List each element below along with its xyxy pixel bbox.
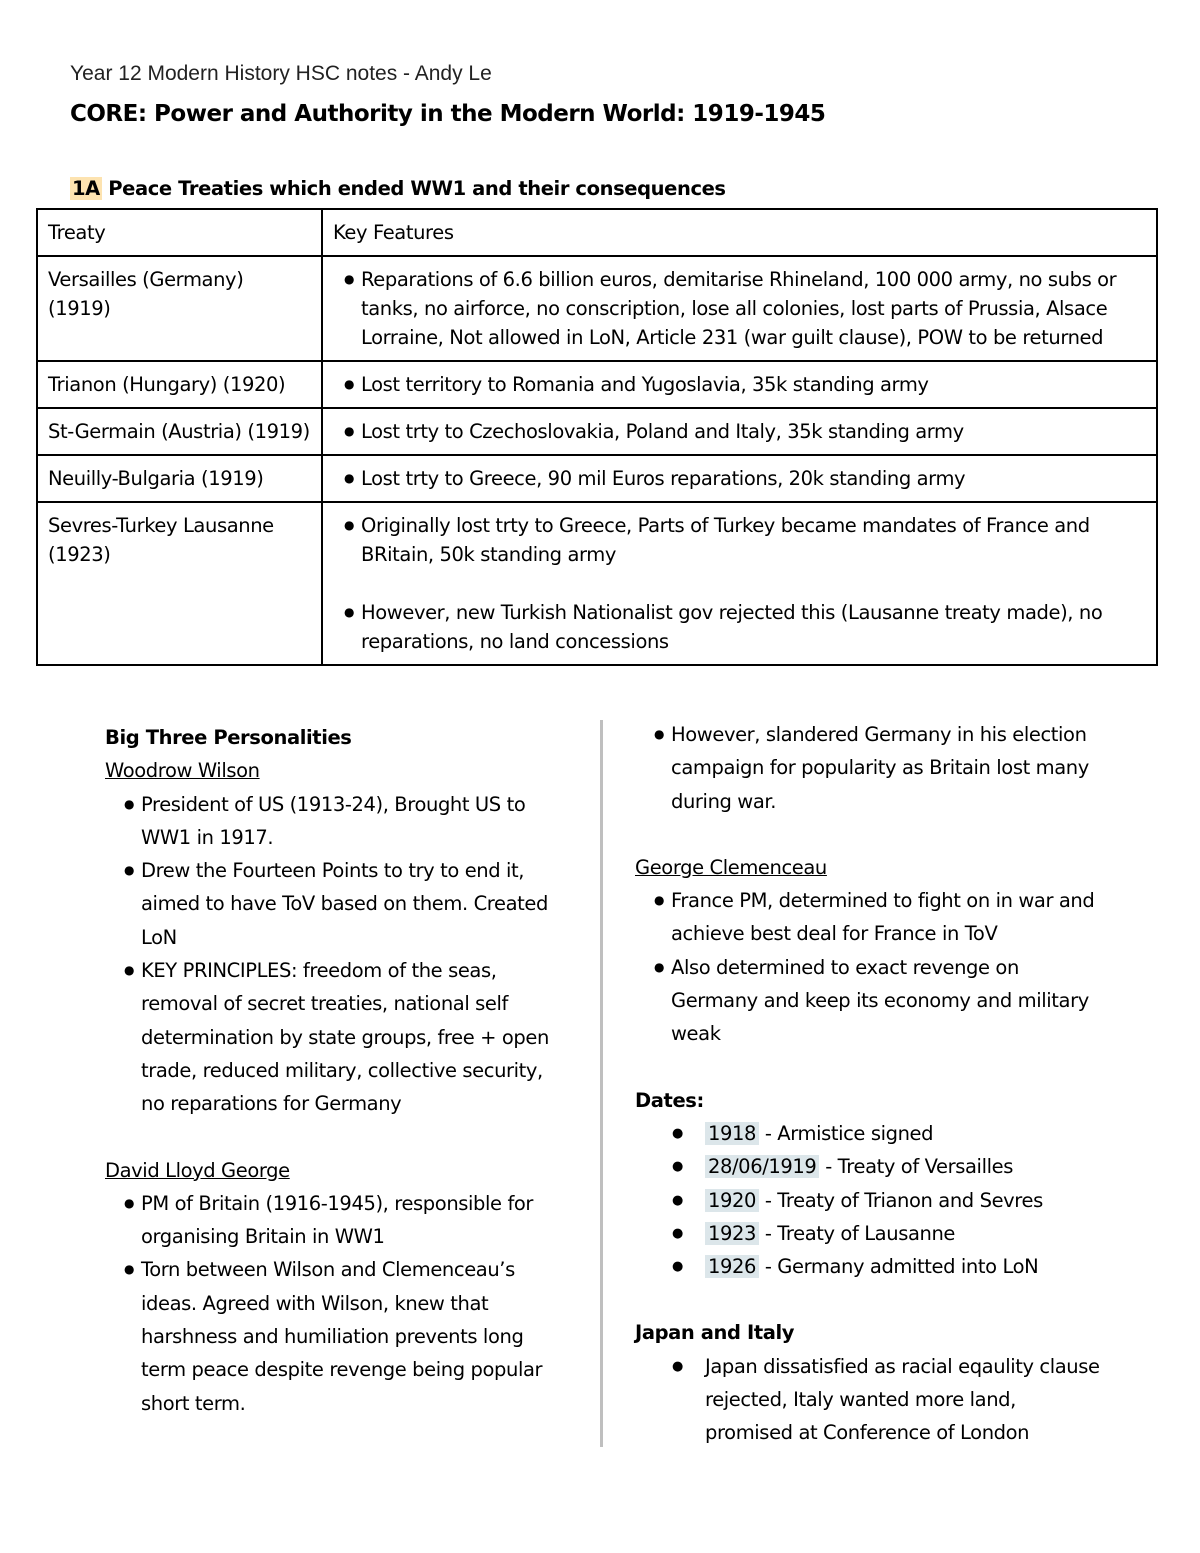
date-value: 1918 [705,1122,759,1145]
date-event: - Armistice signed [759,1121,934,1145]
lloyd-george-heading: David Lloyd George [105,1158,290,1182]
treaty-name: Trianon (Hungary) (1920) [37,361,322,408]
document-header: Year 12 Modern History HSC notes - Andy Le [70,62,492,85]
feature-item: ● Lost trty to Greece, 90 mil Euros reparations, 20k standing army [361,464,1146,493]
wilson-points [105,788,565,1121]
date-item [705,1217,1105,1250]
right-column [635,718,1105,1450]
japan-italy-points [635,1350,1105,1450]
list-item: ● PM of Britain (1916-1945), responsible for organising Britain in WW1 [141,1187,565,1254]
treaty-name: Versailles (Germany) (1919) [37,256,322,361]
list-item: ● Drew the Fourteen Points to try to end it, aimed to have ToV based on them. Created LoN [141,854,565,954]
treaty-name: Neuilly-Bulgaria (1919) [37,455,322,502]
dates-heading: Dates: [635,1088,704,1112]
date-item [705,1117,1105,1150]
list-item: ● President of US (1913-24), Brought US to WW1 in 1917. [141,788,565,855]
treaties-table [36,208,1158,666]
list-item: ● Torn between Wilson and Clemenceau’s ideas. Agreed with Wilson, knew that harshness and humiliation prevents long term peace despite revenge being popular short term. [141,1253,565,1419]
treaty-features [322,455,1157,502]
column-header-key-features: Key Features [322,209,1157,256]
page-title: CORE: Power and Authority in the Modern World: 1919-1945 [70,101,826,127]
date-item [705,1250,1105,1283]
big-three-heading: Big Three Personalities [105,726,352,749]
list-item: ● KEY PRINCIPLES: freedom of the seas, removal of secret treaties, national self determination by state groups, free + open trade, reduced military, collective security, no reparations for Germany [141,954,565,1120]
list-item: ● France PM, determined to fight on in war and achieve best deal for France in ToV [671,884,1105,951]
column-divider [600,720,603,1447]
wilson-heading: Woodrow Wilson [105,759,260,783]
list-item: ● Japan dissatisfied as racial eqaulity clause rejected, Italy wanted more land, promised at Conference of London [705,1350,1105,1450]
treaty-features [322,502,1157,665]
date-item [705,1150,1105,1183]
date-value: 1926 [705,1255,759,1278]
treaty-name: Sevres-Turkey Lausanne (1923) [37,502,322,665]
table-row [37,455,1157,502]
date-event: - Treaty of Lausanne [759,1221,956,1245]
feature-item: ● Lost trty to Czechoslovakia, Poland and Italy, 35k standing army [361,417,1146,446]
table-row [37,502,1157,665]
feature-item: ● However, new Turkish Nationalist gov rejected this (Lausanne treaty made), no reparations, no land concessions [361,598,1146,656]
clemenceau-heading: George Clemenceau [635,855,827,879]
date-value: 1920 [705,1189,759,1212]
table-row [37,408,1157,455]
table-row [37,256,1157,361]
treaty-features [322,256,1157,361]
date-event: - Treaty of Trianon and Sevres [759,1188,1043,1212]
table-header-row [37,209,1157,256]
lloyd-george-points [105,1187,565,1420]
section-number: 1A [72,177,100,200]
dates-list [635,1117,1105,1283]
list-item: ● Also determined to exact revenge on Germany and keep its economy and military weak [671,951,1105,1051]
lloyd-george-points-continued [635,718,1105,818]
section-heading-text: Peace Treaties which ended WW1 and their consequences [108,177,726,200]
list-item: ● However, slandered Germany in his election campaign for popularity as Britain lost many during war. [671,718,1105,818]
date-value: 1923 [705,1222,759,1245]
date-value: 28/06/1919 [705,1155,819,1178]
section-heading [70,177,726,200]
table-row [37,361,1157,408]
japan-italy-heading: Japan and Italy [635,1321,795,1345]
clemenceau-points [635,884,1105,1050]
date-event: - Germany admitted into LoN [759,1255,1039,1279]
date-item [705,1184,1105,1217]
feature-item: ● Originally lost trty to Greece, Parts of Turkey became mandates of France and BRitain, 50k standing army [361,511,1146,569]
left-column [105,721,565,1420]
treaty-name: St-Germain (Austria) (1919) [37,408,322,455]
column-header-treaty: Treaty [37,209,322,256]
treaty-features [322,408,1157,455]
date-event: - Treaty of Versailles [819,1155,1013,1179]
feature-item: ● Lost territory to Romania and Yugoslavia, 35k standing army [361,370,1146,399]
treaty-features [322,361,1157,408]
feature-item: ● Reparations of 6.6 billion euros, demitarise Rhineland, 100 000 army, no subs or tanks, no airforce, no conscription, lose all colonies, lost parts of Prussia, Alsace Lorraine, Not allowed in LoN, Article 231 (war guilt clause), POW to be returned [361,265,1146,352]
